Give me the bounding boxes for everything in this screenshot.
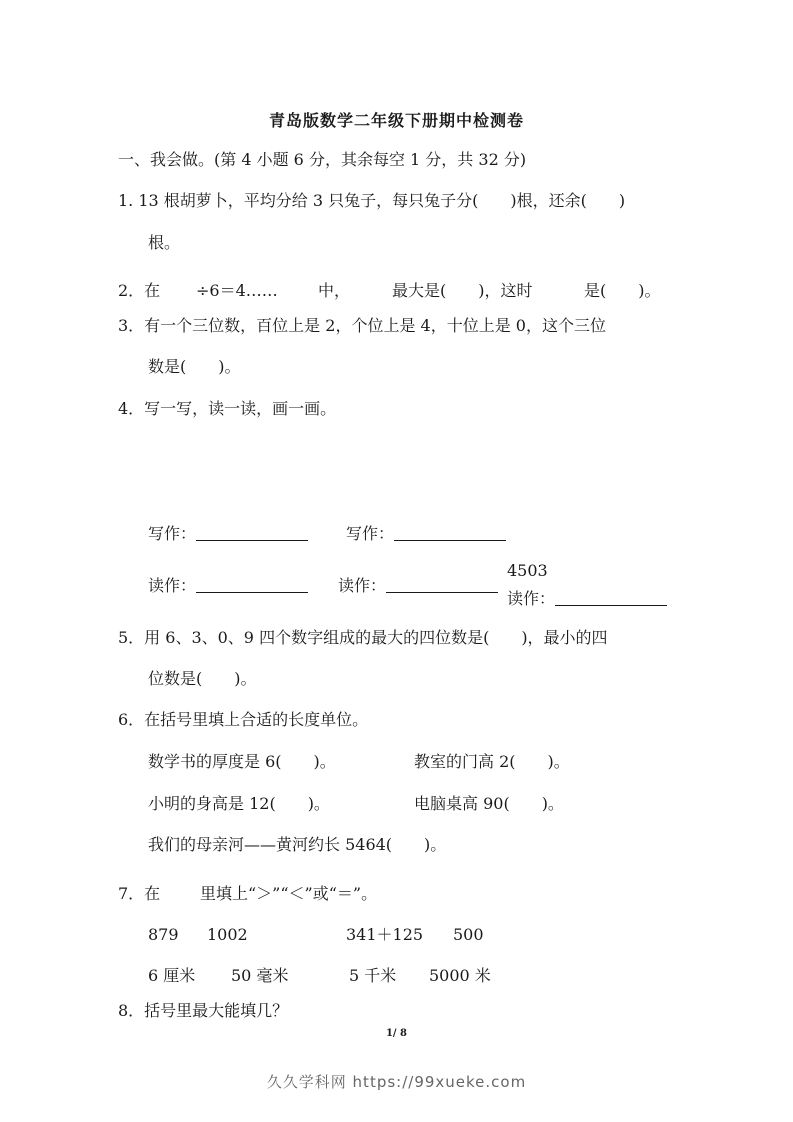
write-label: 写作： <box>148 524 197 543</box>
question-7-row-2-c: 5 千米 <box>349 966 397 985</box>
answer-blank[interactable] <box>196 524 308 541</box>
question-2-part-c: 中， <box>318 281 351 300</box>
question-6-item-a: 数学书的厚度是 6( )。 <box>148 752 336 771</box>
answer-blank[interactable] <box>555 589 667 606</box>
question-5-line-2: 位数是( )。 <box>148 669 257 688</box>
question-4-read-2 <box>338 576 498 596</box>
question-3-line-2: 数是( )。 <box>148 357 241 376</box>
question-7-part-a: 7．在 <box>118 884 161 903</box>
question-3-line-1: 3．有一个三位数，百位上是 2，个位上是 4，十位上是 0，这个三位 <box>118 316 606 335</box>
question-8-text: 8．括号里最大能填几？ <box>118 1001 289 1020</box>
question-4-write-2 <box>346 524 506 544</box>
question-4-read-1 <box>148 576 308 596</box>
question-5-line-1: 5．用 6、3、0、9 四个数字组成的最大的四位数是( )，最小的四 <box>118 628 608 647</box>
question-2-part-b: ÷6＝4…… <box>196 281 278 300</box>
question-6-item-b: 教室的门高 2( )。 <box>414 752 570 771</box>
question-6-text: 6．在括号里填上合适的长度单位。 <box>118 710 369 729</box>
page-title: 青岛版数学二年级下册期中检测卷 <box>268 111 524 130</box>
section-heading: 一、我会做。(第 4 小题 6 分，其余每空 1 分，共 32 分) <box>118 150 527 169</box>
question-7-row-2-a: 6 厘米 <box>148 966 196 985</box>
question-4-number: 4503 <box>507 561 548 580</box>
page-number: 1/ 8 <box>385 1028 408 1039</box>
question-7-row-1-b: 1002 <box>207 925 248 944</box>
question-7-row-2-b: 50 毫米 <box>231 966 289 985</box>
question-7-part-b: 里填上“＞”“＜”或“＝”。 <box>200 884 378 903</box>
question-4-text: 4．写一写，读一读，画一画。 <box>118 399 337 418</box>
answer-blank[interactable] <box>196 576 308 593</box>
footer-watermark: 久久学科网 https://99xueke.com <box>266 1073 527 1091</box>
answer-blank[interactable] <box>386 576 498 593</box>
read-label: 读作： <box>507 589 556 608</box>
question-6-item-d: 电脑桌高 90( )。 <box>414 794 564 813</box>
question-4-read-3 <box>507 589 667 609</box>
write-label: 写作： <box>346 524 395 543</box>
question-7-row-1-a: 879 <box>148 925 179 944</box>
read-label: 读作： <box>148 576 197 595</box>
question-7-row-1-c: 341＋125 <box>346 925 424 944</box>
read-label: 读作： <box>338 576 387 595</box>
question-7-row-1-d: 500 <box>453 925 484 944</box>
question-1-line-2: 根。 <box>148 233 181 252</box>
question-1-line-1: 1. 13 根胡萝卜，平均分给 3 只兔子，每只兔子分( )根，还余( ) <box>118 191 626 210</box>
question-2-part-a: 2．在 <box>118 281 161 300</box>
question-6-item-c: 小明的身高是 12( )。 <box>148 794 330 813</box>
answer-blank[interactable] <box>394 524 506 541</box>
question-2-part-e: 是( )。 <box>584 281 661 300</box>
question-2-part-d: 最大是( )，这时 <box>392 281 533 300</box>
question-4-write-1 <box>148 524 308 544</box>
question-7-row-2-d: 5000 米 <box>429 966 491 985</box>
question-6-item-e: 我们的母亲河——黄河约长 5464( )。 <box>148 835 447 854</box>
